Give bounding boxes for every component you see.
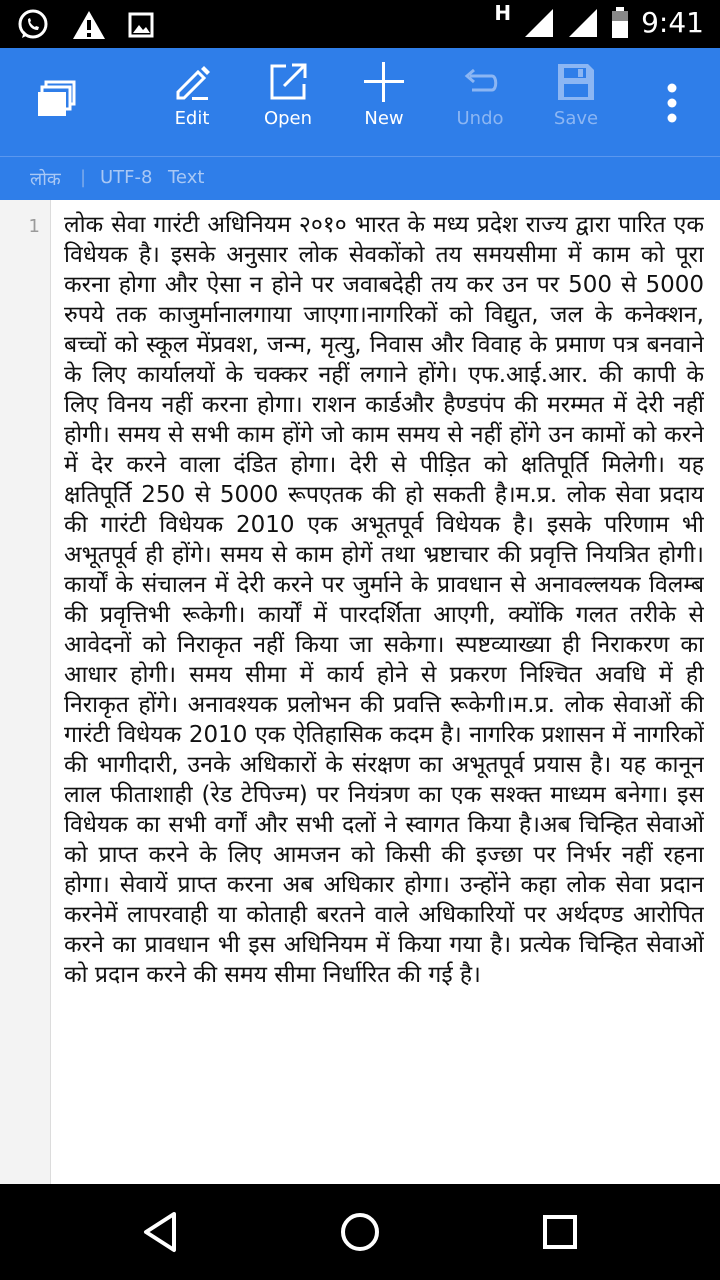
open-button[interactable] [240, 48, 336, 156]
toolbar [0, 48, 720, 156]
signal-icon [523, 7, 555, 39]
stacked-windows-icon [36, 80, 76, 120]
more-vert-icon [666, 82, 678, 124]
undo-icon [460, 62, 500, 102]
whatsapp-icon [16, 8, 50, 42]
recents-icon[interactable] [530, 1202, 590, 1262]
home-icon[interactable] [330, 1202, 390, 1262]
line-number-gutter [0, 200, 51, 1184]
new-label: New [364, 108, 404, 129]
signal-icon-2 [567, 7, 599, 39]
status-bar [0, 0, 720, 48]
image-icon [128, 12, 154, 38]
undo-button[interactable] [432, 48, 528, 156]
text-editor[interactable] [0, 200, 720, 1184]
tabs-button[interactable] [8, 48, 104, 156]
info-separator: | [80, 167, 87, 188]
encoding-label[interactable]: UTF-8 [100, 167, 153, 188]
line-number: 1 [28, 216, 40, 237]
new-button[interactable] [336, 48, 432, 156]
open-external-icon [268, 62, 308, 102]
battery-icon [611, 7, 629, 39]
edit-label: Edit [174, 108, 210, 129]
open-label: Open [263, 108, 313, 129]
floppy-disk-icon [556, 62, 596, 102]
file-name[interactable]: लोक [30, 169, 61, 190]
overflow-menu-button[interactable] [636, 48, 708, 156]
edit-button[interactable] [144, 48, 240, 156]
mode-label[interactable]: Text [168, 167, 205, 188]
save-button[interactable] [528, 48, 624, 156]
back-icon[interactable] [130, 1202, 190, 1262]
editor-content[interactable]: लोक सेवा गारंटी अधिनियम २०१० भारत के मध्य प्रदेश राज्य द्वारा पारित एक विधेयक है। इसके अनुसार लोक सेवकोंको तय समयसीमा में काम को पूरा करना होगा और ऐसा न होने पर जवाबदेही तय कर उन पर 500 से 5000 रुपये तक काजुर्मानालगाया जाएगा।नागरिकों को विद्युत, जल के कनेक्शन, बच्चों को स्कूल मेंप्रवश, जन्म, मृत्यु, निवास और विवाह के प्रमाण पत्र बनवाने के लिए कार्यालयों के चक्कर नहीं लगाने होंगे। एफ.आई.आर. की कापी के लिए विनय नहीं करना होगा। राशन कार्डऔर हैण्डपंप की मरम्मत में देरी नहीं होगी। समय से सभी काम होंगे जो काम समय से नहीं होंगे उन कामों को करने में देर करने वाला दंडित होगा। देरी से पीड़ित को क्षतिपूर्ति मिलेगी। यह क्षतिपूर्ति 250 से 5000 रूपएतक की हो सकती है।म.प्र. लोक सेवा प्रदाय की गारंटी विधेयक 2010 एक अभूतपूर्व विधेयक है। इसके परिणाम भी अभूतपूर्व ही होंगे। समय से काम होगें तथा भ्रष्टाचार की प्रवृत्ति नियत्रित होगी। कार्यों के संचालन में देरी करने पर जुर्माने के प्रावधान से अनावल्लयक विलम्ब की प्रवृत्तिभी रूकेगी। कार्यों में पारदर्शिता आएगी, क्योंकि गलत तरीके से आवेदनों को निराकृत नहीं किया जा सकेगा। स्पष्टव्याख्या ही निराकरण का आधार होगी। समय सीमा में कार्य होने से प्रकरण निश्चित अवधि में ही निराकृत होंगे। अनावश्यक प्रलोभन की प्रवत्ति रूकेगी।म.प्र. लोक सेवाओं की गारंटी विधेयक 2010 एक ऐतिहासिक कदम है। नागरिक प्रशासन में नागरिकों की भागीदारी, उनके अधिकारों के संरक्षण का अभूतपूर्व प्रयास है। यह कानून लाल फीताशाही (रेड टेपिज्म) पर नियंत्रण का एक सश्क्त माध्यम बनेगा। इस विधेयक का सभी वर्गों और सभी दलों ने स्वागत किया है।अब चिन्हित सेवाओं को प्राप्त करने के लिए आमजन को किसी की इज्छा पर निर्भर नहीं रहना होगा। सेवायें प्राप्त करना अब अधिकार होगा। उन्होंने कहा लोक सेवा प्रदान करनेमें लापरवाही या कोताही बरतने वाले अधिकारियों पर अर्थदण्ड आरोपित करने का प्रावधान भी इस अधिनियम में किया गया है। प्रत्येक चिन्हित सेवाओं को प्रदान करने की समय सीमा निर्धारित की गई है। [64, 212, 704, 988]
pencil-icon [172, 62, 212, 102]
warning-icon [72, 9, 106, 41]
network-type: H [494, 0, 512, 25]
plus-icon [364, 62, 404, 102]
undo-label: Undo [456, 108, 504, 129]
file-info-bar [0, 156, 720, 201]
save-label: Save [553, 108, 599, 129]
clock: 9:41 [641, 6, 704, 39]
navigation-bar [0, 1184, 720, 1280]
